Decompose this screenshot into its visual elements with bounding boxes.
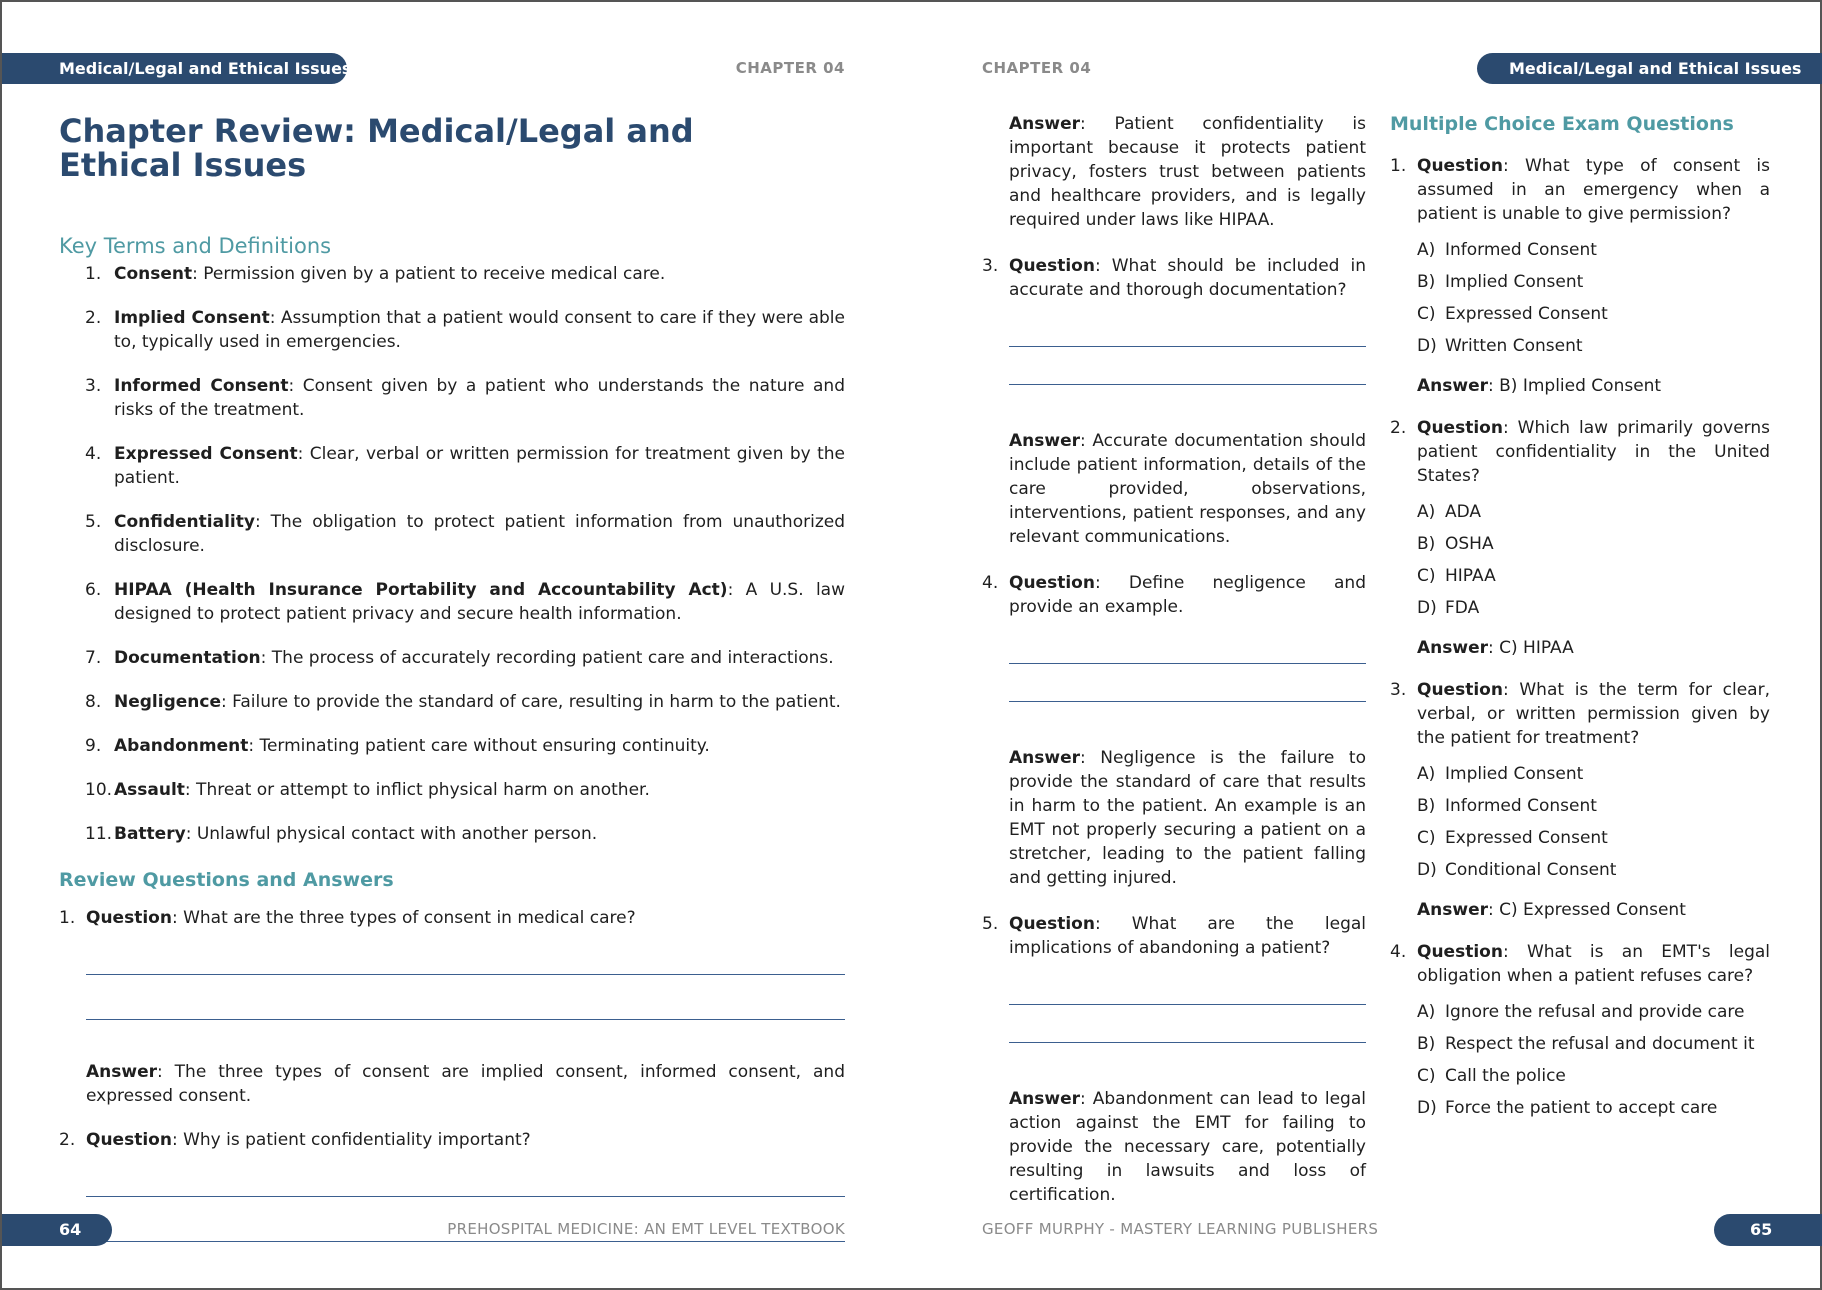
question-body: : What type of consent is assumed in an emergency when a patient is unable to give permission? [1417,156,1770,224]
question-number: 4. [982,573,999,593]
option-text: Force the patient to accept care [1445,1098,1718,1118]
question-label: Question [1417,942,1503,962]
option-item[interactable] [1417,532,1770,556]
term-name: Abandonment [114,736,249,756]
option-item[interactable] [1417,596,1770,620]
question-number: 2. [59,1130,76,1150]
option-item[interactable] [1417,270,1770,294]
answer-body: : Accurate documentation should include patient information, details of the care provided, observations, interventions, patient responses, and any relevant communications. [1009,431,1366,547]
book-title: PREHOSPITAL MEDICINE: AN EMT LEVEL TEXTBOOK [447,1220,845,1238]
option-letter: D) [1417,336,1437,356]
review-question [982,571,1366,890]
question-number: 1. [59,908,76,928]
answer-text [1417,374,1770,398]
term-item [59,734,845,758]
answer-write-line[interactable] [86,1019,845,1020]
question-number: 3. [1390,680,1407,700]
question-body: : What should be included in accurate and thorough documentation? [1009,256,1366,300]
question-label: Question [1417,156,1503,176]
term-definition: : Terminating patient care without ensuring continuity. [248,736,710,756]
left-page [2,2,912,1288]
term-number: 1. [85,264,102,284]
option-item[interactable] [1417,500,1770,524]
question-text [1009,254,1366,302]
option-item[interactable] [1417,1096,1770,1120]
middle-column [982,112,1366,1207]
option-letter: B) [1417,272,1436,292]
answer-label: Answer [1009,114,1080,134]
page-number: 64 [2,1214,112,1246]
term-item [59,442,845,490]
term-name: Battery [114,824,186,844]
term-number: 9. [85,736,102,756]
term-item [59,510,845,558]
term-number: 11. [85,824,113,844]
option-text: Implied Consent [1445,272,1584,292]
term-definition: : The process of accurately recording patient care and interactions. [260,648,834,668]
term-number: 10. [85,780,113,800]
option-letter: A) [1417,1002,1436,1022]
option-letter: A) [1417,240,1436,260]
answer-body: : C) HIPAA [1488,638,1574,658]
option-list [1417,762,1770,882]
option-text: Expressed Consent [1445,304,1608,324]
question-label: Question [1417,680,1503,700]
option-item[interactable] [1417,1000,1770,1024]
term-definition: : Permission given by a patient to receive medical care. [192,264,666,284]
option-item[interactable] [1417,1064,1770,1088]
question-number: 1. [1390,156,1407,176]
option-text: Written Consent [1445,336,1583,356]
term-name: Assault [114,780,185,800]
question-text [1009,571,1366,619]
review-question [982,912,1366,1207]
option-list [1417,1000,1770,1120]
key-terms-heading: Key Terms and Definitions [59,234,332,258]
question-body: : What is the term for clear, verbal, or written permission given by the patient for treatment? [1417,680,1770,748]
chapter-label: CHAPTER 04 [982,59,1092,77]
term-number: 2. [85,308,102,328]
option-letter: D) [1417,598,1437,618]
answer-label: Answer [1009,431,1080,451]
answer-body: : Abandonment can lead to legal action against the EMT for failing to provide the necessary care, potentially resulting in lawsuits and loss of certification. [1009,1089,1366,1205]
term-name: Informed Consent [114,376,289,396]
term-definition: : Failure to provide the standard of care, resulting in harm to the patient. [221,692,841,712]
option-letter: D) [1417,1098,1437,1118]
answer-body: : C) Expressed Consent [1488,900,1686,920]
option-text: FDA [1445,598,1480,618]
mc-heading: Multiple Choice Exam Questions [1390,113,1734,135]
term-definition: : A U.S. law designed to protect patient privacy and secure health information. [114,580,845,624]
author-publisher: GEOFF MURPHY - MASTERY LEARNING PUBLISHERS [982,1220,1379,1238]
mc-question [1390,678,1770,922]
option-item[interactable] [1417,302,1770,326]
term-name: HIPAA (Health Insurance Portability and Accountability Act) [114,580,728,600]
answer-text [1417,898,1770,922]
term-item [59,822,845,846]
question-number: 4. [1390,942,1407,962]
option-text: Informed Consent [1445,240,1597,260]
right-column [1390,112,1770,1128]
answer-label: Answer [1009,748,1080,768]
answer-write-line[interactable] [1009,663,1366,664]
answer-write-line[interactable] [86,1241,845,1242]
option-text: Ignore the refusal and provide care [1445,1002,1745,1022]
term-number: 3. [85,376,102,396]
option-letter: C) [1417,828,1436,848]
term-name: Documentation [114,648,261,668]
option-text: Respect the refusal and document it [1445,1034,1755,1054]
option-text: Conditional Consent [1445,860,1617,880]
term-item [59,778,845,802]
term-name: Consent [114,264,193,284]
answer-write-line[interactable] [1009,1004,1366,1005]
question-text [1417,416,1770,488]
review-question-1 [59,906,845,1108]
question-text [1009,912,1366,960]
option-list [1417,500,1770,620]
answer-write-line[interactable] [1009,1042,1366,1043]
term-definition: : The obligation to protect patient information from unauthorized disclosure. [114,512,845,556]
answer-write-line[interactable] [1009,346,1366,347]
answer-text [1009,746,1366,890]
mc-question [1390,416,1770,660]
term-definition: : Assumption that a patient would consent to care if they were able to, typically used in emergencies. [114,308,845,352]
review-questions-continued [982,254,1366,1207]
question-text: : Why is patient confidentiality important? [171,1130,531,1150]
term-name: Expressed Consent [114,444,298,464]
question-number: 3. [982,256,999,276]
option-item[interactable] [1417,1032,1770,1056]
answer-text [1417,636,1770,660]
question-label: Question [86,1130,172,1150]
option-letter: B) [1417,534,1436,554]
option-text: OSHA [1445,534,1494,554]
question-body: : What are the legal implications of abandoning a patient? [1009,914,1366,958]
answer-label: Answer [1417,900,1488,920]
question-text [1417,678,1770,750]
option-text: Call the police [1445,1066,1566,1086]
option-list [1417,238,1770,358]
option-text: Informed Consent [1445,796,1597,816]
answer-label: Answer [1009,1089,1080,1109]
answer-label: Answer [1417,376,1488,396]
answer-text [1009,429,1366,549]
term-name: Confidentiality [114,512,255,532]
answer-body: : Negligence is the failure to provide the standard of care that results in harm to the patient. An example is an EMT not properly securing a patient on a stretcher, leading to the patient falling and getting injured. [1009,748,1366,888]
question-label: Question [1009,914,1095,934]
review-heading: Review Questions and Answers [59,869,394,891]
option-text: Expressed Consent [1445,828,1608,848]
option-text: Implied Consent [1445,764,1584,784]
answer-write-line[interactable] [86,1196,845,1197]
left-column [59,114,845,1242]
option-letter: B) [1417,1034,1436,1054]
question-body: : Define negligence and provide an example. [1009,573,1366,617]
option-item[interactable] [1417,564,1770,588]
option-text: ADA [1445,502,1482,522]
option-letter: C) [1417,566,1436,586]
option-item[interactable] [1417,858,1770,882]
question-number: 2. [1390,418,1407,438]
answer-text: Answer: Patient confidentiality is important because it protects patient privacy, fosters trust between patients and healthcare providers, and is legally required under laws like HIPAA. [1009,114,1366,230]
question-body: : What is an EMT's legal obligation when a patient refuses care? [1417,942,1770,986]
question-text [1417,154,1770,226]
section-tab: Medical/Legal and Ethical Issues [2,53,347,84]
mc-question [1390,154,1770,398]
mc-question [1390,940,1770,1120]
option-item[interactable] [1417,794,1770,818]
term-item [59,306,845,354]
option-letter: C) [1417,304,1436,324]
option-letter: B) [1417,796,1436,816]
term-item [59,262,845,286]
option-item[interactable] [1417,238,1770,262]
question-label: Question [1009,256,1095,276]
review-question [982,254,1366,549]
term-name: Negligence [114,692,221,712]
option-item[interactable] [1417,334,1770,358]
multiple-choice-list [1390,154,1770,1120]
answer-body: : B) Implied Consent [1488,376,1662,396]
term-number: 8. [85,692,102,712]
term-item [59,374,845,422]
answer-text [1009,1087,1366,1207]
chapter-label: CHAPTER 04 [735,59,845,77]
term-item [59,578,845,626]
term-number: 6. [85,580,102,600]
page-number: 65 [1714,1214,1822,1246]
answer-write-line[interactable] [1009,384,1366,385]
answer-label: Answer [1417,638,1488,658]
option-text: HIPAA [1445,566,1496,586]
right-page [912,2,1822,1288]
term-number: 4. [85,444,102,464]
question-text [1417,940,1770,988]
answer-label: Answer [86,1062,157,1082]
question-number: 5. [982,914,999,934]
option-letter: D) [1417,860,1437,880]
term-definition: : Threat or attempt to inflict physical harm on another. [184,780,650,800]
question-body: : Which law primarily governs patient confidentiality in the United States? [1417,418,1770,486]
answer-write-line[interactable] [86,974,845,975]
answer-write-line[interactable] [1009,701,1366,702]
question-label: Question [86,908,172,928]
option-letter: A) [1417,764,1436,784]
term-item [59,646,845,670]
question-label: Question [1417,418,1503,438]
term-item [59,690,845,714]
option-item[interactable] [1417,762,1770,786]
page-title: Chapter Review: Medical/Legal and Ethical Issues [59,112,694,184]
question-text: : What are the three types of consent in medical care? [171,908,636,928]
section-tab: Medical/Legal and Ethical Issues [1477,53,1822,84]
key-terms-list [59,262,845,846]
term-definition: : Unlawful physical contact with another person. [185,824,598,844]
option-letter: C) [1417,1066,1436,1086]
answer-text: Answer: The three types of consent are implied consent, informed consent, and expressed consent. [86,1062,845,1106]
term-number: 7. [85,648,102,668]
question-label: Question [1009,573,1095,593]
term-definition: : Clear, verbal or written permission for treatment given by the patient. [114,444,845,488]
option-letter: A) [1417,502,1436,522]
option-item[interactable] [1417,826,1770,850]
term-number: 5. [85,512,102,532]
term-name: Implied Consent [114,308,270,328]
term-definition: : Consent given by a patient who understands the nature and risks of the treatment. [114,376,845,420]
